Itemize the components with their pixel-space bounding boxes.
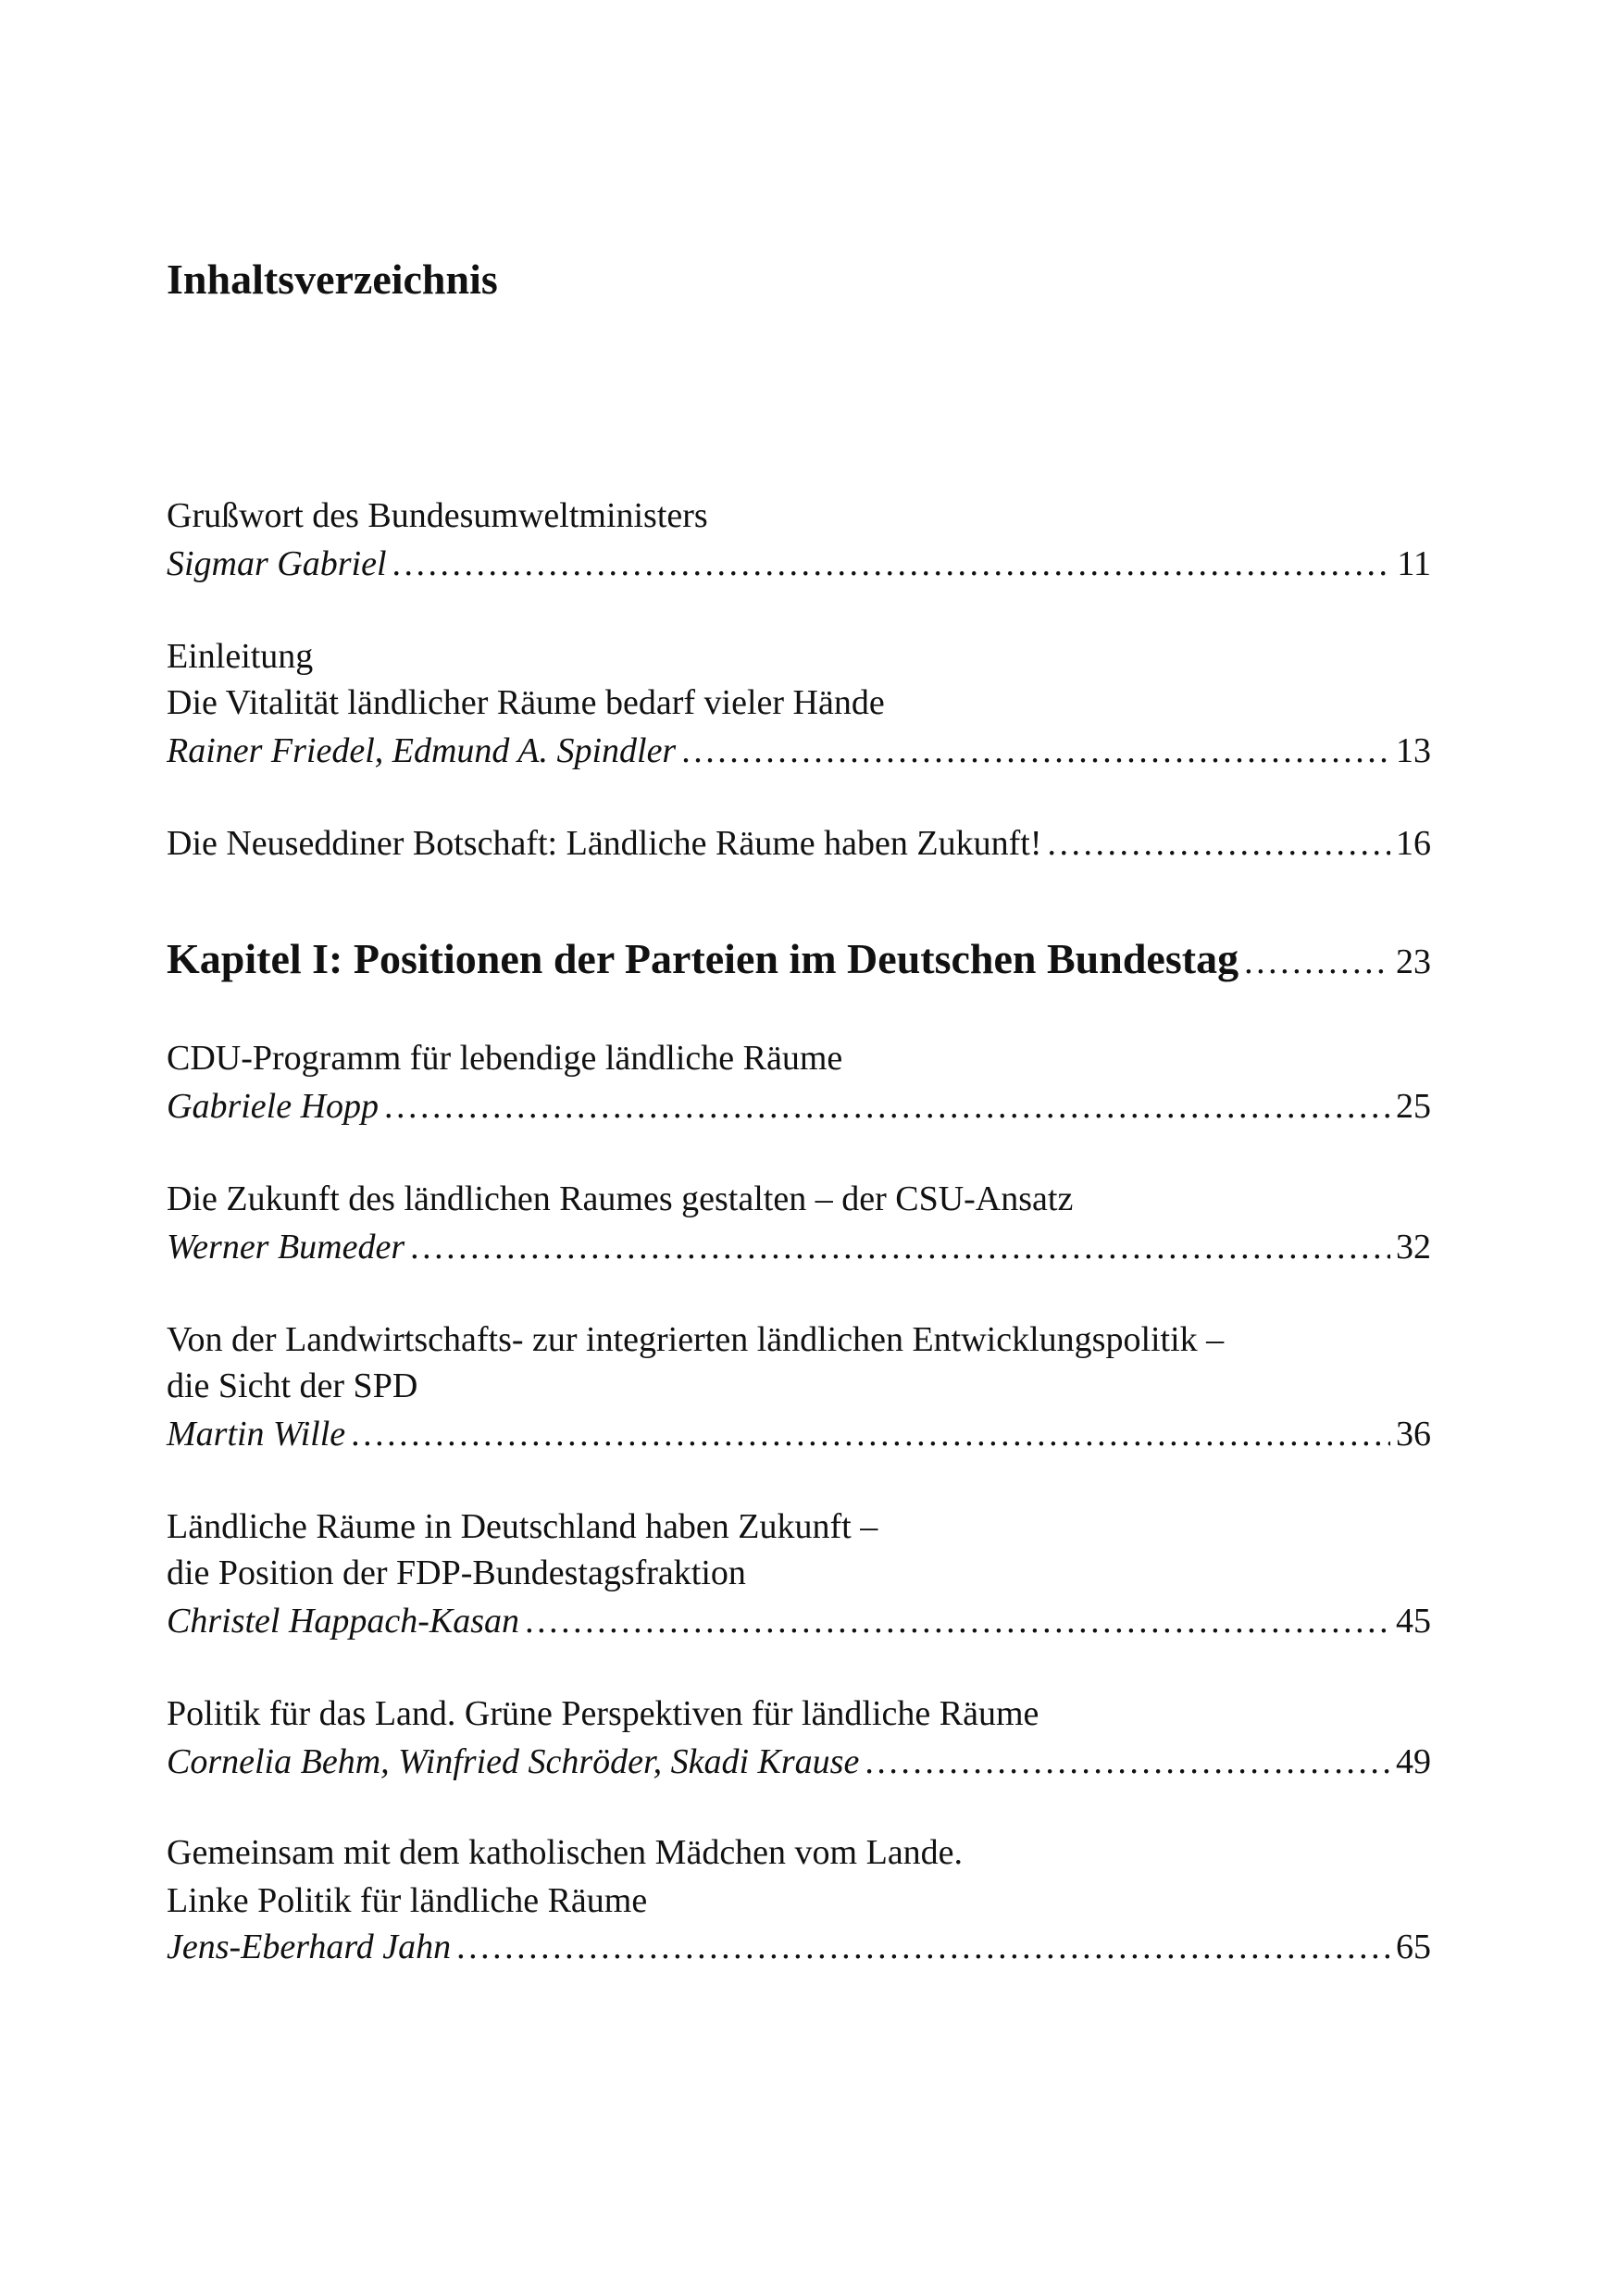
toc-entry-title-with-page[interactable]	[167, 820, 1431, 867]
toc-entry-author[interactable]	[167, 1083, 1431, 1129]
toc-entry-author[interactable]	[167, 1411, 1431, 1457]
toc-leader-dots	[1047, 820, 1390, 867]
toc-entry-author-name: Christel Happach-Kasan	[167, 1602, 520, 1641]
toc-entry-text: Grußwort des Bundesumweltministers	[167, 496, 708, 535]
toc-entry-author[interactable]	[167, 541, 1431, 587]
toc-entry-author-name: Sigmar Gabriel	[167, 544, 387, 583]
toc-page-number: 32	[1396, 1228, 1431, 1267]
toc-entry-author-name: Jens-Eberhard Jahn	[167, 1928, 452, 1966]
toc-page-number: 36	[1396, 1415, 1431, 1454]
toc-entry-title	[167, 1316, 1431, 1363]
toc-entry-text: Linke Politik für ländliche Räume	[167, 1881, 648, 1920]
toc-entry-title	[167, 1504, 1431, 1550]
toc-entry-title	[167, 680, 1431, 726]
toc-entry-title	[167, 1550, 1431, 1596]
toc-page-number: 49	[1396, 1742, 1431, 1781]
toc-entry-text: Gemeinsam mit dem katholischen Mädchen vom Lande.	[167, 1833, 964, 1872]
toc-entry-author[interactable]	[167, 1924, 1431, 1970]
toc-leader-dots	[456, 1924, 1390, 1970]
toc-leader-dots	[1244, 936, 1390, 988]
toc-entry-title	[167, 1829, 1431, 1876]
toc-entry-author[interactable]	[167, 1739, 1431, 1785]
toc-page-number: 65	[1396, 1928, 1431, 1966]
toc-entry-author-name: Werner Bumeder	[167, 1228, 405, 1267]
toc-entry-title	[167, 1176, 1431, 1222]
toc-page-number: 25	[1396, 1087, 1431, 1126]
toc-entry-author[interactable]	[167, 1224, 1431, 1270]
toc-chapter-heading[interactable]	[167, 933, 1431, 985]
toc-entry-text: Die Vitalität ländlicher Räume bedarf vieler Hände	[167, 683, 885, 722]
toc-entry-text: CDU-Programm für lebendige ländliche Räume	[167, 1039, 843, 1078]
toc-chapter-text: Kapitel I: Positionen der Parteien im Deutschen Bundestag	[167, 935, 1239, 982]
toc-entry-text: Die Neuseddiner Botschaft: Ländliche Räume haben Zukunft!	[167, 824, 1042, 863]
toc-entry-text: die Position der FDP-Bundestagsfraktion	[167, 1554, 746, 1592]
toc-entry-author-name: Gabriele Hopp	[167, 1087, 380, 1126]
toc-entry-text: Ländliche Räume in Deutschland haben Zukunft –	[167, 1507, 878, 1546]
toc-entry-title	[167, 1363, 1431, 1409]
toc-page-number: 13	[1396, 731, 1431, 770]
toc-entry-text: die Sicht der SPD	[167, 1366, 418, 1405]
toc-entry-title	[167, 1691, 1431, 1737]
toc-entry-text: Einleitung	[167, 637, 314, 676]
toc-leader-dots	[410, 1224, 1390, 1270]
toc-entry-author-name: Cornelia Behm, Winfried Schröder, Skadi Krause	[167, 1742, 860, 1781]
toc-entry-author[interactable]	[167, 1598, 1431, 1644]
toc-page-number: 16	[1396, 824, 1431, 863]
toc-entry-title	[167, 1035, 1431, 1081]
toc-leader-dots	[681, 728, 1390, 774]
toc-entry-author[interactable]	[167, 728, 1431, 774]
toc-page-number: 11	[1397, 544, 1431, 583]
toc-leader-dots	[384, 1083, 1390, 1129]
toc-page-number: 45	[1396, 1602, 1431, 1641]
toc-entry-title	[167, 1878, 1431, 1924]
toc-entry-author-name: Rainer Friedel, Edmund A. Spindler	[167, 731, 677, 770]
toc-leader-dots	[351, 1411, 1390, 1457]
toc-entry-author-name: Martin Wille	[167, 1415, 346, 1454]
toc-leader-dots	[525, 1598, 1390, 1644]
toc-entry-text: Von der Landwirtschafts- zur integrierten ländlichen Entwicklungspolitik –	[167, 1320, 1225, 1359]
page-title: Inhaltsverzeichnis	[167, 256, 498, 303]
toc-entry-title	[167, 493, 1431, 539]
toc-page-number: 23	[1396, 942, 1431, 981]
toc-entry-text: Politik für das Land. Grüne Perspektiven für ländliche Räume	[167, 1694, 1039, 1733]
toc-entry-text: Die Zukunft des ländlichen Raumes gestalten – der CSU-Ansatz	[167, 1179, 1074, 1218]
toc-leader-dots	[865, 1739, 1390, 1785]
toc-entry-title	[167, 633, 1431, 680]
toc-leader-dots	[392, 541, 1392, 587]
